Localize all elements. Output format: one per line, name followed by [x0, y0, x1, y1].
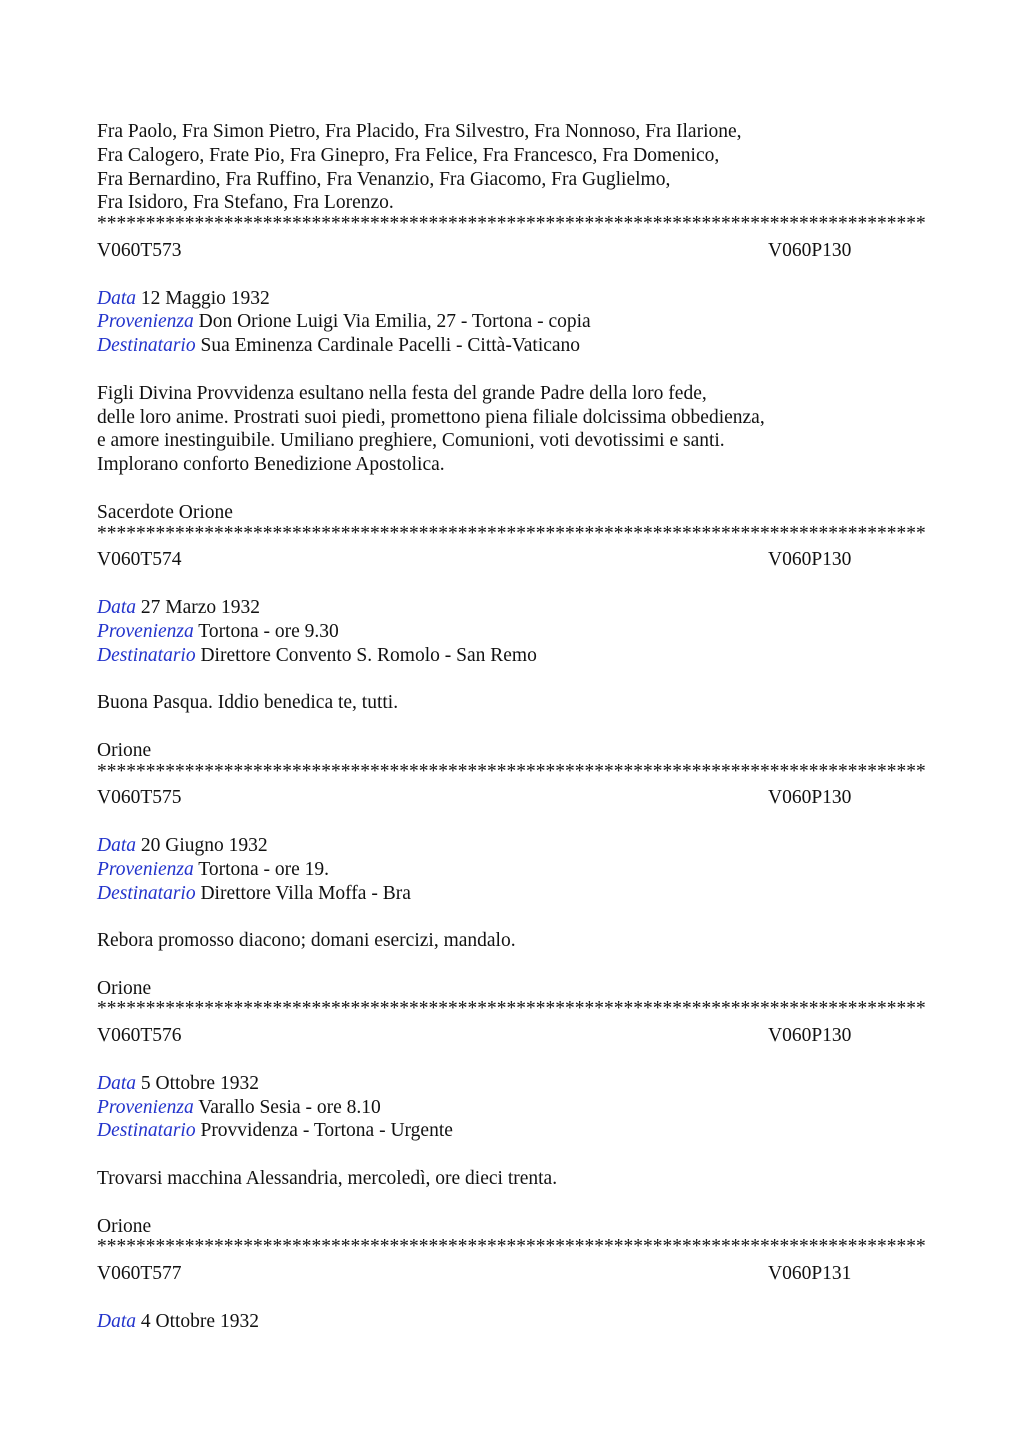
data-row [97, 834, 927, 858]
provenienza-label: Provenienza [97, 1096, 194, 1118]
entry-header [97, 1024, 927, 1048]
entry-code: V060T573 [97, 239, 182, 261]
page-code: V060P130 [768, 1025, 852, 1047]
entry-code: V060T577 [97, 1263, 182, 1285]
data-value: 4 Ottobre 1932 [140, 1310, 259, 1332]
destinatario-label: Destinatario [97, 644, 196, 666]
page-code: V060P130 [768, 549, 852, 571]
data-row [97, 596, 927, 620]
intro-line: Fra Isidoro, Fra Stefano, Fra Lorenzo. [97, 192, 394, 214]
data-label: Data [97, 596, 136, 618]
page-code: V060P131 [768, 1263, 852, 1285]
data-row [97, 1072, 927, 1096]
data-row [97, 1310, 927, 1334]
entry-code: V060T576 [97, 1025, 182, 1047]
intro-line: Fra Paolo, Fra Simon Pietro, Fra Placido, Fra Silvestro, Fra Nonnoso, Fra Ilarione, [97, 121, 742, 142]
provenienza-value: Tortona - ore 19. [198, 858, 330, 880]
data-row [97, 287, 927, 311]
destinatario-value: Direttore Convento S. Romolo - San Remo [200, 644, 537, 666]
page-code: V060P130 [768, 787, 852, 809]
provenienza-row [97, 1096, 927, 1120]
signature: Orione [97, 739, 152, 761]
destinatario-row [97, 334, 927, 358]
provenienza-row [97, 620, 927, 644]
body-line: Buona Pasqua. Iddio benedica te, tutti. [97, 692, 399, 714]
provenienza-value: Varallo Sesia - ore 8.10 [198, 1096, 381, 1118]
provenienza-row [97, 310, 927, 334]
provenienza-value: Don Orione Luigi Via Emilia, 27 - Tortona - copia [198, 311, 591, 333]
page-code: V060P130 [768, 239, 852, 261]
destinatario-row [97, 1119, 927, 1143]
entry-header [97, 548, 927, 572]
document-page [97, 120, 927, 1334]
provenienza-label: Provenienza [97, 311, 194, 333]
separator-line: ************************************************************************************* [97, 1238, 926, 1258]
provenienza-label: Provenienza [97, 858, 194, 880]
provenienza-label: Provenienza [97, 620, 194, 642]
provenienza-row [97, 858, 927, 882]
provenienza-value: Tortona - ore 9.30 [198, 620, 339, 642]
data-label: Data [97, 1310, 136, 1332]
entry-header [97, 1262, 927, 1286]
separator-line: ************************************************************************************* [97, 1000, 926, 1020]
separator-line: ************************************************************************************* [97, 524, 926, 544]
destinatario-label: Destinatario [97, 335, 196, 357]
data-label: Data [97, 1072, 136, 1094]
separator-line: ************************************************************************************* [97, 762, 926, 782]
destinatario-row [97, 882, 927, 906]
intro-line: Fra Calogero, Frate Pio, Fra Ginepro, Fra Felice, Fra Francesco, Fra Domenico, [97, 144, 720, 166]
signature: Orione [97, 1215, 152, 1237]
entry-code: V060T574 [97, 549, 182, 571]
data-label: Data [97, 287, 136, 309]
entry-code: V060T575 [97, 787, 182, 809]
signature: Sacerdote Orione [97, 501, 233, 523]
destinatario-value: Provvidenza - Tortona - Urgente [200, 1120, 453, 1142]
body-line: delle loro anime. Prostrati suoi piedi, promettono piena filiale dolcissima obbedienza, [97, 406, 765, 428]
data-value: 5 Ottobre 1932 [140, 1072, 259, 1094]
destinatario-label: Destinatario [97, 882, 196, 904]
destinatario-row [97, 644, 927, 668]
data-value: 12 Maggio 1932 [140, 287, 270, 309]
entry-header [97, 786, 927, 810]
data-value: 20 Giugno 1932 [140, 834, 268, 856]
body-line: Trovarsi macchina Alessandria, mercoledì, ore dieci trenta. [97, 1168, 558, 1190]
destinatario-value: Direttore Villa Moffa - Bra [200, 882, 411, 904]
body-line: Implorano conforto Benedizione Apostolica. [97, 454, 445, 476]
entry-header [97, 239, 927, 263]
intro-line: Fra Bernardino, Fra Ruffino, Fra Venanzio, Fra Giacomo, Fra Guglielmo, [97, 168, 671, 190]
signature: Orione [97, 977, 152, 999]
body-line: Rebora promosso diacono; domani esercizi, mandalo. [97, 930, 516, 952]
data-value: 27 Marzo 1932 [140, 596, 261, 618]
body-line: Figli Divina Provvidenza esultano nella festa del grande Padre della loro fede, [97, 382, 707, 404]
body-line: e amore inestinguibile. Umiliano preghiere, Comunioni, voti devotissimi e santi. [97, 430, 725, 452]
destinatario-label: Destinatario [97, 1120, 196, 1142]
separator-line: ************************************************************************************* [97, 215, 926, 235]
data-label: Data [97, 834, 136, 856]
destinatario-value: Sua Eminenza Cardinale Pacelli - Città-Vaticano [200, 335, 581, 357]
